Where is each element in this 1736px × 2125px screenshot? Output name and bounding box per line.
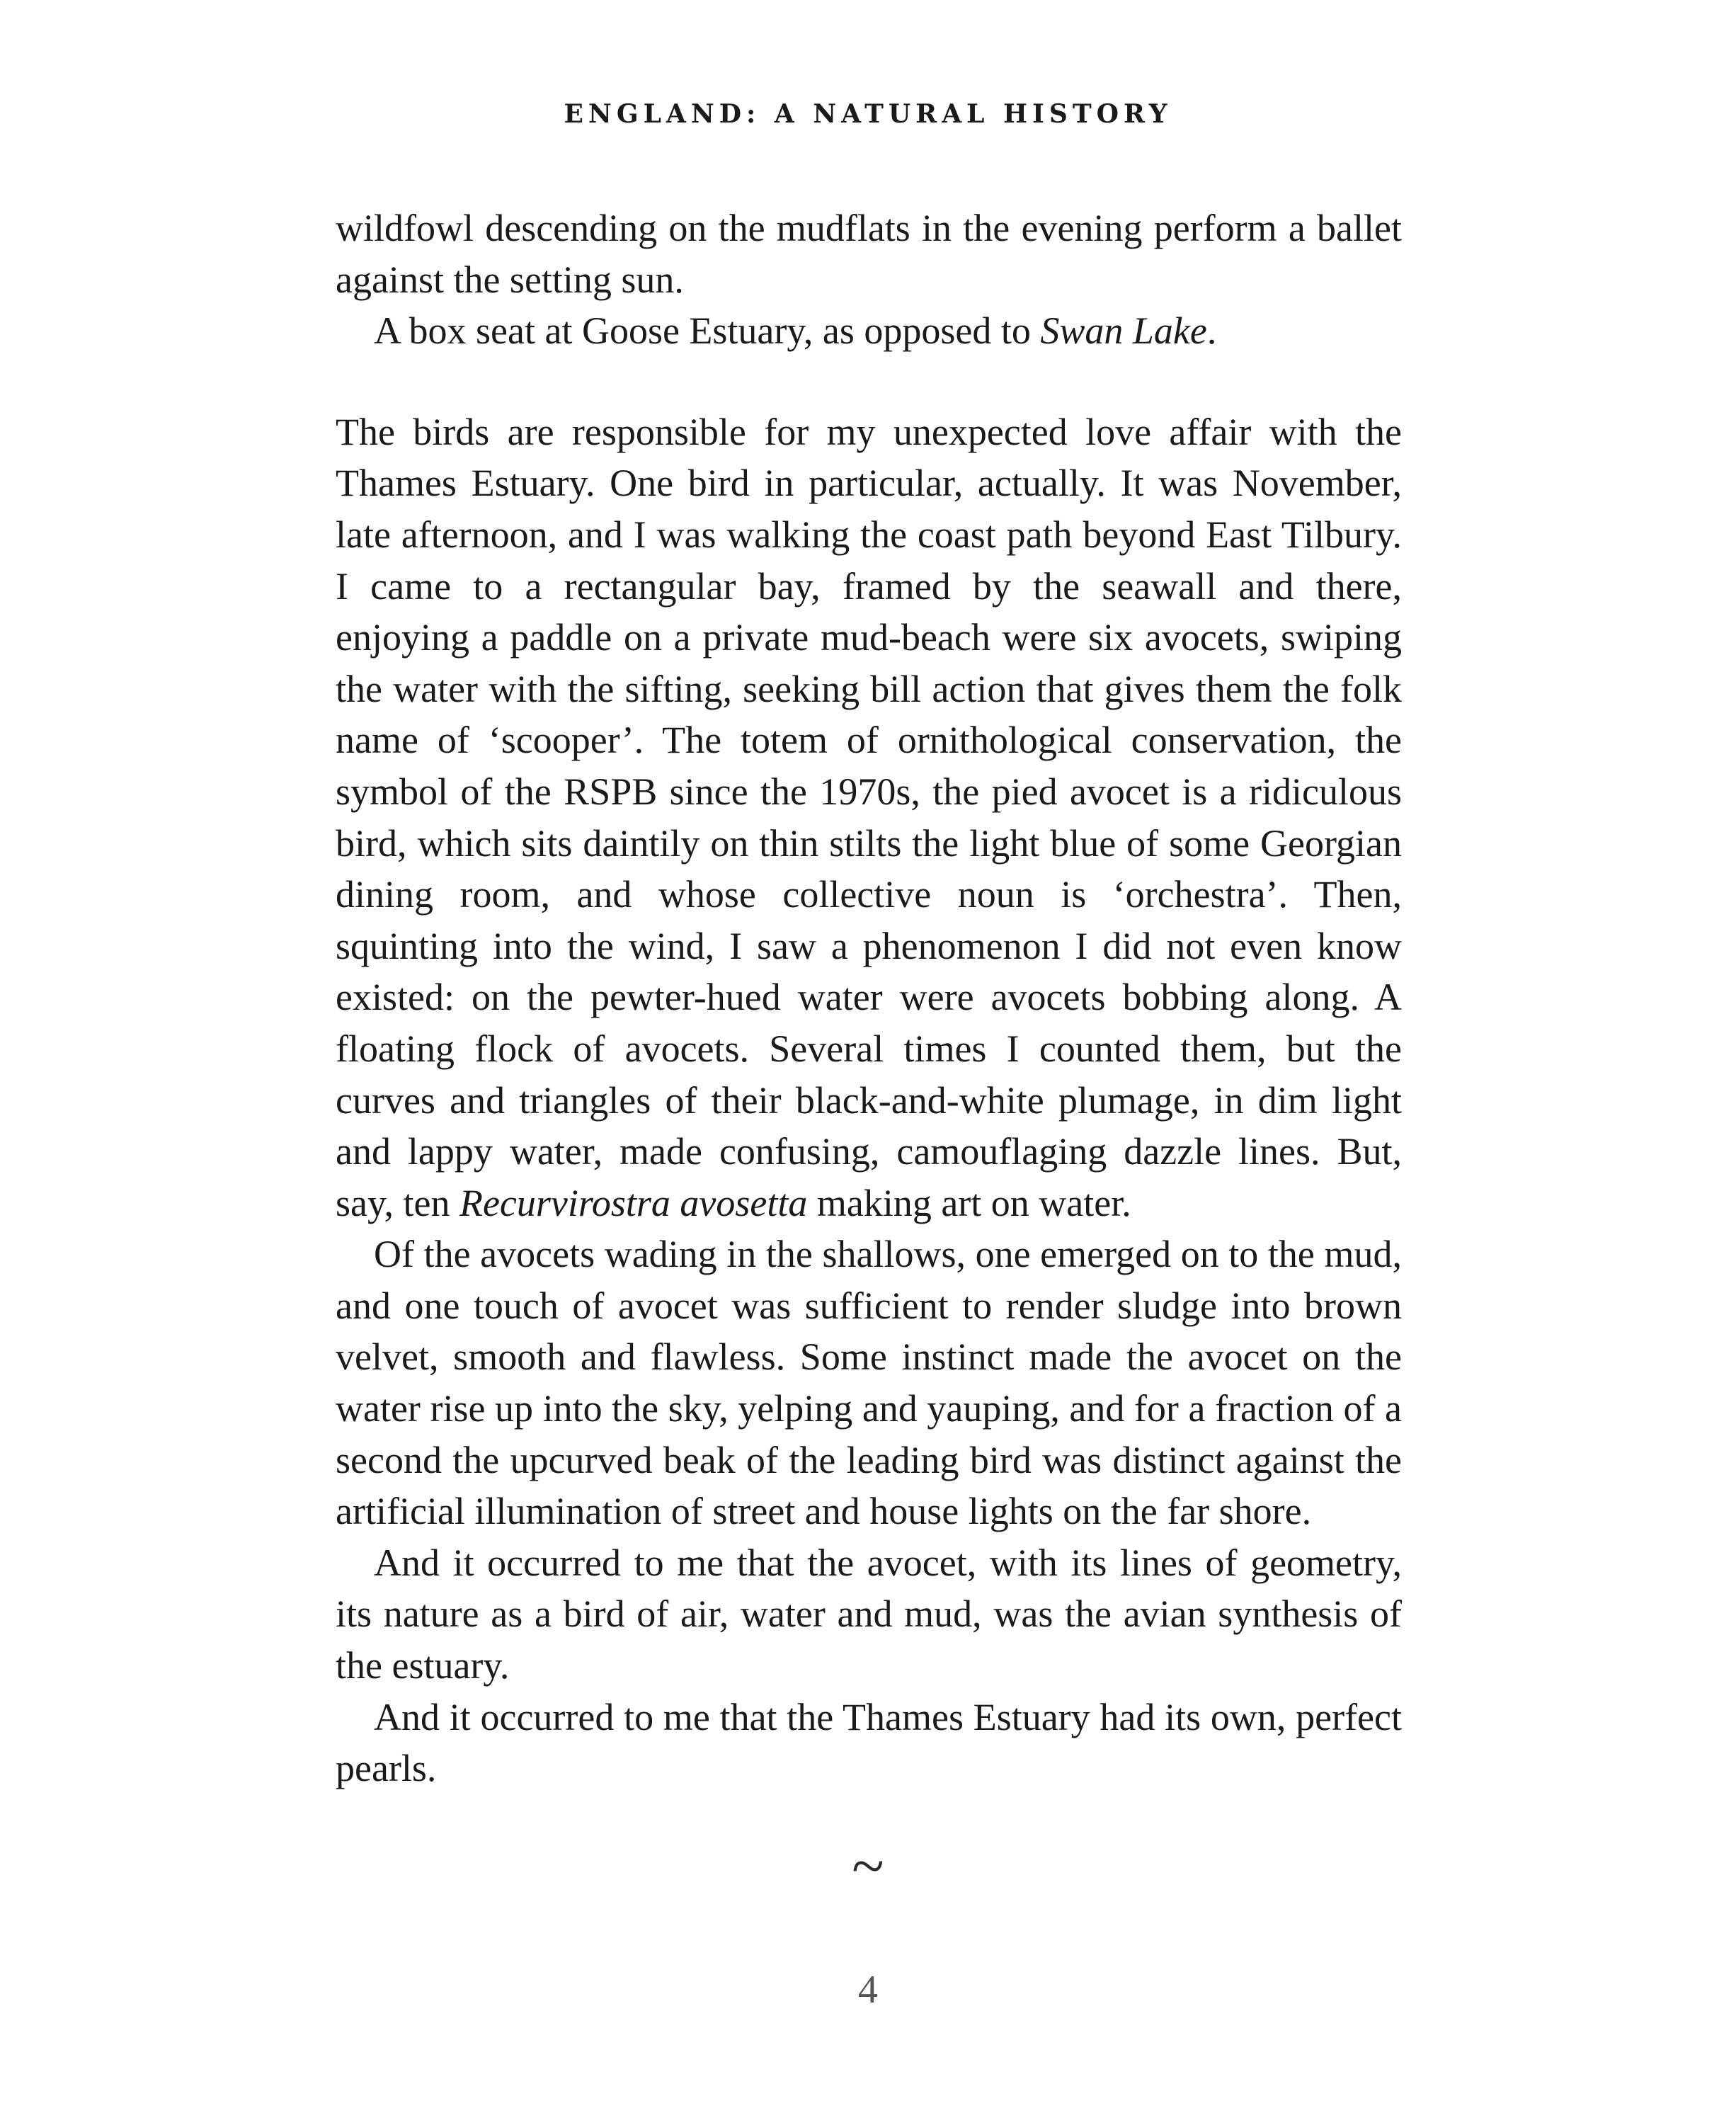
section-break bbox=[336, 357, 1402, 406]
paragraph: And it occurred to me that the avocet, with its lines of geometry, its nature as a bird of air, water and mud, was the avian synthesis of the estuary. bbox=[336, 1541, 1402, 1687]
italic-title: Swan Lake bbox=[1040, 309, 1207, 353]
paragraph-text: The birds are responsible for my unexpected love affair with the Thames Estuary. One bird in particular, actually. It was November, late afternoon, and I was walking the coast path beyond East Tilbury. I came to a rectangular bay, framed by the seawall and there, enjoying a paddle on a private mud-beach were six avocets, swiping the water with the sifting, seeking bill action that gives them the folk name of ‘scooper’. The totem of ornithological conservation, the symbol of the RSPB since the 1970s, the pied avocet is a ridiculous bird, which sits daintily on thin stilts the light blue of some Georgian dining room, and whose collective noun is ‘orchestra’. Then, squinting into the wind, I saw a phenomenon I did not even know existed: on the pewter-hued water were avocets bobbing along. A floating flock of avocets. Several times I counted them, but the curves and triangles of their black-and-white plumage, in dim light and lappy water, made confusing, camouflaging dazzle lines. But, say, ten bbox=[336, 410, 1402, 1224]
running-head: ENGLAND: A NATURAL HISTORY bbox=[564, 99, 1172, 129]
paragraph-text: making art on water. bbox=[807, 1181, 1131, 1224]
paragraph bbox=[336, 406, 1402, 1229]
paragraph: wildfowl descending on the mudflats in the evening perform a ballet against the setting sun. bbox=[336, 207, 1402, 301]
paragraph bbox=[336, 305, 1402, 357]
paragraph: Of the avocets wading in the shallows, one emerged on to the mud, and one touch of avocet was sufficient to render sludge into brown velvet, smooth and flawless. Some instinct made the avocet on the water rise up into the sky, yelping and yauping, and for a fraction of a second the upcurved beak of the leading bird was distinct against the artificial illumination of street and house lights on the far shore. bbox=[336, 1233, 1402, 1533]
body-text bbox=[336, 203, 1402, 1794]
paragraph: And it occurred to me that the Thames Estuary had its own, perfect pearls. bbox=[336, 1695, 1402, 1790]
paragraph-text: A box seat at Goose Estuary, as opposed to bbox=[374, 309, 1041, 353]
section-ornament: ~ bbox=[852, 1833, 884, 1899]
page-number: 4 bbox=[858, 1968, 878, 2012]
paragraph-text: . bbox=[1206, 309, 1217, 353]
italic-species-name: Recurvirostra avosetta bbox=[459, 1181, 808, 1224]
